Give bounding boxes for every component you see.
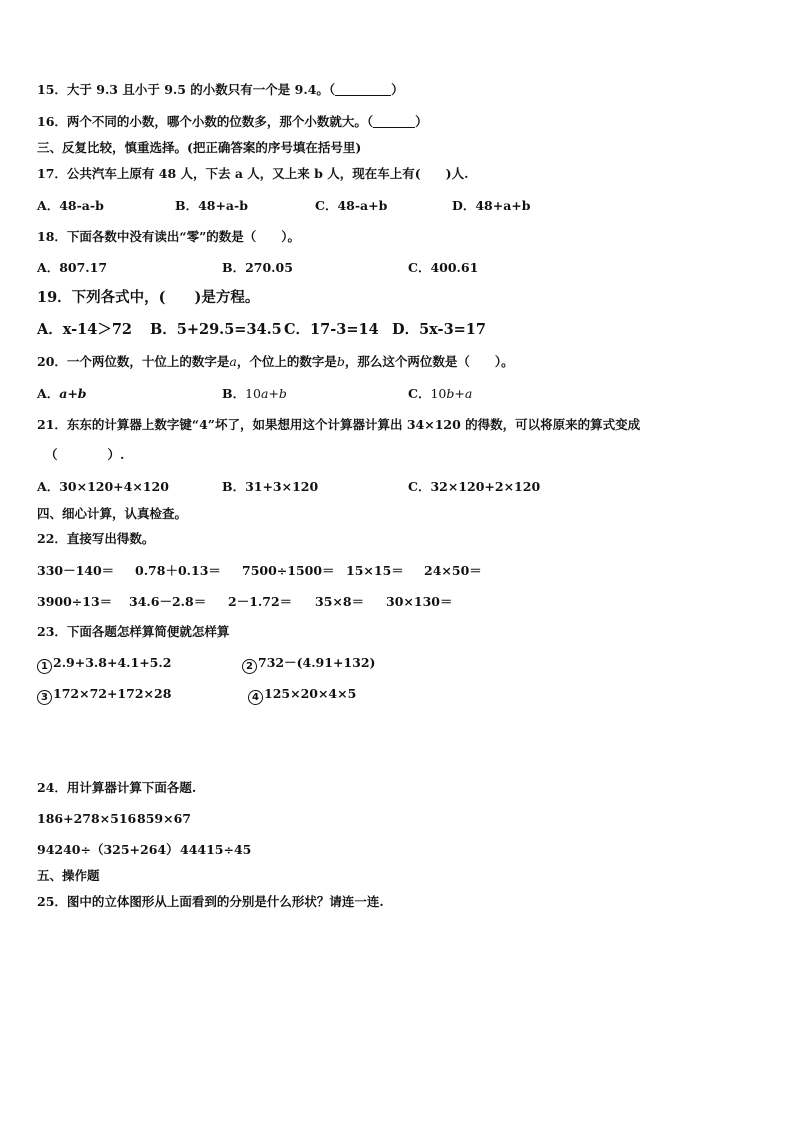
- option-var: b: [446, 386, 455, 401]
- option-d[interactable]: D．5x-3=17: [392, 321, 486, 338]
- option-label: C．: [408, 386, 431, 401]
- option-num: 10: [245, 386, 261, 401]
- question-25-text: 25．图中的立体图形从上面看到的分别是什么形状？请连一连.: [37, 894, 384, 909]
- option-b[interactable]: B．270.05: [222, 260, 293, 275]
- simplify-expression: 125×20×4×5: [264, 686, 357, 701]
- calc-item: 24×50＝: [424, 563, 482, 578]
- answer-blank[interactable]: [373, 115, 415, 128]
- option-a[interactable]: A．30×120+4×120: [37, 479, 169, 494]
- simplify-expression: 732－(4.91+132): [258, 655, 376, 670]
- question-17-text: 17．公共汽车上原有 48 人，下去 a 人，又上来 b 人，现在车上有( )人.: [37, 166, 469, 181]
- calc-item: 94240÷（325+264）: [37, 842, 179, 857]
- variable-a: a: [229, 354, 237, 369]
- option-b[interactable]: [222, 386, 287, 402]
- question-21-blank[interactable]: （ ）.: [45, 447, 125, 462]
- question-20-pre: 20．一个两位数，十位上的数字是: [37, 354, 230, 369]
- circled-number: 4: [248, 690, 263, 705]
- option-label: A．: [37, 386, 60, 401]
- option-a[interactable]: A．807.17: [37, 260, 108, 275]
- calc-item: 330－140＝: [37, 563, 115, 578]
- question-23-text: 23．下面各题怎样算简便就怎样算: [37, 624, 230, 639]
- calc-item: 2－1.72＝: [228, 594, 293, 609]
- option-b[interactable]: B．31+3×120: [222, 479, 319, 494]
- option-var: a: [59, 386, 68, 401]
- calc-item: 186+278×516: [37, 811, 137, 826]
- question-15-close: ）: [391, 82, 404, 97]
- calc-item: 3900÷13＝: [37, 594, 113, 609]
- option-label: B．: [222, 386, 246, 401]
- circled-number: 2: [242, 659, 257, 674]
- option-var: b: [77, 386, 87, 401]
- option-b[interactable]: B．48+a-b: [175, 198, 248, 213]
- question-20-post: ，那么这个两位数是（ ）。: [344, 354, 514, 369]
- question-19-text: 19．下列各式中，( )是方程。: [37, 289, 260, 306]
- calc-item: 7500÷1500＝: [242, 563, 335, 578]
- question-18-text: 18．下面各数中没有读出“零”的数是（ ）。: [37, 229, 301, 244]
- simplify-item-4: [248, 686, 356, 705]
- calc-item: 44415÷45: [180, 842, 252, 857]
- question-24-text: 24．用计算器计算下面各题.: [37, 780, 197, 795]
- section-3-heading: 三、反复比较，慎重选择。(把正确答案的序号填在括号里): [37, 140, 362, 155]
- option-op: +: [67, 386, 78, 401]
- option-c[interactable]: C．48-a+b: [315, 198, 388, 213]
- simplify-expression: 172×72+172×28: [53, 686, 172, 701]
- option-a[interactable]: [37, 386, 87, 402]
- option-c[interactable]: C．400.61: [408, 260, 479, 275]
- calc-item: 35×8＝: [315, 594, 365, 609]
- answer-blank[interactable]: [335, 83, 391, 96]
- option-var: a: [464, 386, 473, 401]
- question-16-text: 16．两个不同的小数，哪个小数的位数多，那个小数就大。（: [37, 114, 374, 129]
- variable-b: b: [336, 354, 345, 369]
- option-c[interactable]: C．32×120+2×120: [408, 479, 541, 494]
- question-15-text: 15．大于 9.3 且小于 9.5 的小数只有一个是 9.4。（: [37, 82, 336, 97]
- option-var: b: [278, 386, 287, 401]
- option-op: +: [454, 386, 465, 401]
- option-b[interactable]: B．5+29.5=34.5: [150, 321, 282, 338]
- simplify-item-3: [37, 686, 171, 705]
- question-22-text: 22．直接写出得数。: [37, 531, 155, 546]
- calc-item: 30×130＝: [386, 594, 453, 609]
- option-a[interactable]: A．48-a-b: [37, 198, 104, 213]
- question-16: [37, 114, 428, 130]
- option-c[interactable]: [408, 386, 472, 402]
- section-5-heading: 五、操作题: [37, 868, 100, 883]
- question-20: [37, 354, 514, 370]
- question-20-mid: ，个位上的数字是: [236, 354, 337, 369]
- option-c[interactable]: C．17-3=14: [284, 321, 379, 338]
- section-4-heading: 四、细心计算，认真检查。: [37, 506, 188, 521]
- calc-item: 15×15＝: [346, 563, 404, 578]
- option-op: +: [268, 386, 279, 401]
- option-d[interactable]: D．48+a+b: [452, 198, 531, 213]
- calc-item: 859×67: [137, 811, 191, 826]
- option-num: 10: [430, 386, 447, 401]
- option-a[interactable]: A．x-14＞72: [37, 321, 133, 338]
- calc-item: 0.78＋0.13＝: [135, 563, 221, 578]
- simplify-item-2: [242, 655, 375, 674]
- calc-item: 34.6－2.8＝: [129, 594, 207, 609]
- circled-number: 1: [37, 659, 52, 674]
- simplify-expression: 2.9+3.8+4.1+5.2: [53, 655, 172, 670]
- circled-number: 3: [37, 690, 52, 705]
- option-var: a: [260, 386, 269, 401]
- question-21-text: 21．东东的计算器上数字键“4”坏了，如果想用这个计算器计算出 34×120 的得数，可以将原来的算式变成: [37, 417, 641, 432]
- question-15: [37, 82, 404, 98]
- simplify-item-1: [37, 655, 171, 674]
- question-16-close: ）: [415, 114, 428, 129]
